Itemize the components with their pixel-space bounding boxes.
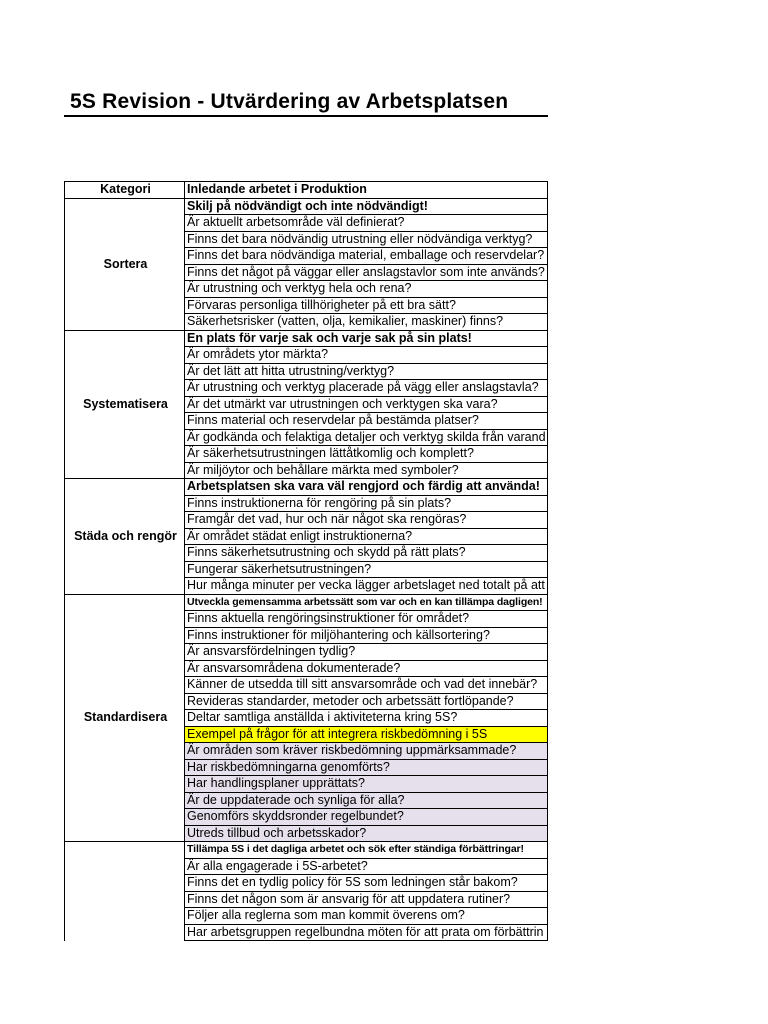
question-row: Är ansvarsfördelningen tydlig? (185, 644, 548, 661)
section-heading: En plats för varje sak och varje sak på sin plats! (185, 330, 548, 347)
question-row: Är godkända och felaktiga detaljer och verktyg skilda från varand (185, 429, 548, 446)
category-cell (65, 842, 185, 941)
revision-table (64, 181, 548, 941)
questions-header: Inledande arbetet i Produktion (185, 182, 548, 199)
question-row: Finns material och reservdelar på bestämda platser? (185, 413, 548, 430)
risk-question-row: Genomförs skyddsronder regelbundet? (185, 809, 548, 826)
question-row: Fungerar säkerhetsutrustningen? (185, 561, 548, 578)
question-row: Finns det en tydlig policy för 5S som ledningen står bakom? (185, 875, 548, 892)
category-cell: Systematisera (65, 330, 185, 479)
question-row: Finns det bara nödvändiga material, emballage och reservdelar? (185, 248, 548, 265)
question-row: Förvaras personliga tillhörigheter på ett bra sätt? (185, 297, 548, 314)
category-cell: Städa och rengör (65, 479, 185, 595)
table-row (65, 842, 548, 859)
table-row (65, 594, 548, 611)
question-row: Finns det någon som är ansvarig för att uppdatera rutiner? (185, 891, 548, 908)
question-row: Är områdets ytor märkta? (185, 347, 548, 364)
risk-question-row: Har riskbedömningarna genomförts? (185, 759, 548, 776)
question-row: Finns instruktioner för miljöhantering och källsortering? (185, 627, 548, 644)
risk-question-row: Har handlingsplaner upprättats? (185, 776, 548, 793)
question-row: Har arbetsgruppen regelbundna möten för att prata om förbättrin (185, 924, 548, 941)
question-row: Finns det något på väggar eller anslagstavlor som inte används? (185, 264, 548, 281)
page-title: 5S Revision - Utvärdering av Arbetsplatsen (70, 90, 509, 113)
category-header: Kategori (65, 182, 185, 199)
question-row: Hur många minuter per vecka lägger arbetslaget ned totalt på att (185, 578, 548, 595)
question-row: Är det utmärkt var utrustningen och verktygen ska vara? (185, 396, 548, 413)
table-body (65, 198, 548, 941)
question-row: Är säkerhetsutrustningen lättåtkomlig och komplett? (185, 446, 548, 463)
risk-question-row: Utreds tillbud och arbetsskador? (185, 825, 548, 842)
risk-question-row: Är områden som kräver riskbedömning uppmärksammade? (185, 743, 548, 760)
table-row (65, 330, 548, 347)
question-row: Är alla engagerade i 5S-arbetet? (185, 858, 548, 875)
question-row: Finns det bara nödvändig utrustning eller nödvändiga verktyg? (185, 231, 548, 248)
question-row: Är utrustning och verktyg hela och rena? (185, 281, 548, 298)
highlight-row: Exempel på frågor för att integrera riskbedömning i 5S (185, 726, 548, 743)
question-row: Revideras standarder, metoder och arbetssätt fortlöpande? (185, 693, 548, 710)
question-row: Är det lätt att hitta utrustning/verktyg? (185, 363, 548, 380)
question-row: Känner de utsedda till sitt ansvarsområde och vad det innebär? (185, 677, 548, 694)
question-row: Framgår det vad, hur och när något ska rengöras? (185, 512, 548, 529)
header-row (65, 182, 548, 199)
question-row: Finns instruktionerna för rengöring på sin plats? (185, 495, 548, 512)
question-row: Deltar samtliga anställda i aktiviteterna kring 5S? (185, 710, 548, 727)
question-row: Är miljöytor och behållare märkta med symboler? (185, 462, 548, 479)
title-underline (64, 115, 548, 117)
section-heading: Skilj på nödvändigt och inte nödvändigt! (185, 198, 548, 215)
risk-question-row: Är de uppdaterade och synliga för alla? (185, 792, 548, 809)
question-row: Finns säkerhetsutrustning och skydd på rätt plats? (185, 545, 548, 562)
section-heading: Utveckla gemensamma arbetssätt som var och en kan tillämpa dagligen! (185, 594, 548, 611)
category-cell: Standardisera (65, 594, 185, 842)
category-cell: Sortera (65, 198, 185, 330)
question-row: Säkerhetsrisker (vatten, olja, kemikalier, maskiner) finns? (185, 314, 548, 331)
question-row: Följer alla reglerna som man kommit överens om? (185, 908, 548, 925)
question-row: Är utrustning och verktyg placerade på vägg eller anslagstavla? (185, 380, 548, 397)
table-row (65, 198, 548, 215)
question-row: Är ansvarsområdena dokumenterade? (185, 660, 548, 677)
section-heading: Tillämpa 5S i det dagliga arbetet och sök efter ständiga förbättringar! (185, 842, 548, 859)
section-heading: Arbetsplatsen ska vara väl rengjord och färdig att använda! (185, 479, 548, 496)
question-row: Är aktuellt arbetsområde väl definierat? (185, 215, 548, 232)
question-row: Finns aktuella rengöringsinstruktioner för området? (185, 611, 548, 628)
question-row: Är området städat enligt instruktionerna? (185, 528, 548, 545)
table-row (65, 479, 548, 496)
